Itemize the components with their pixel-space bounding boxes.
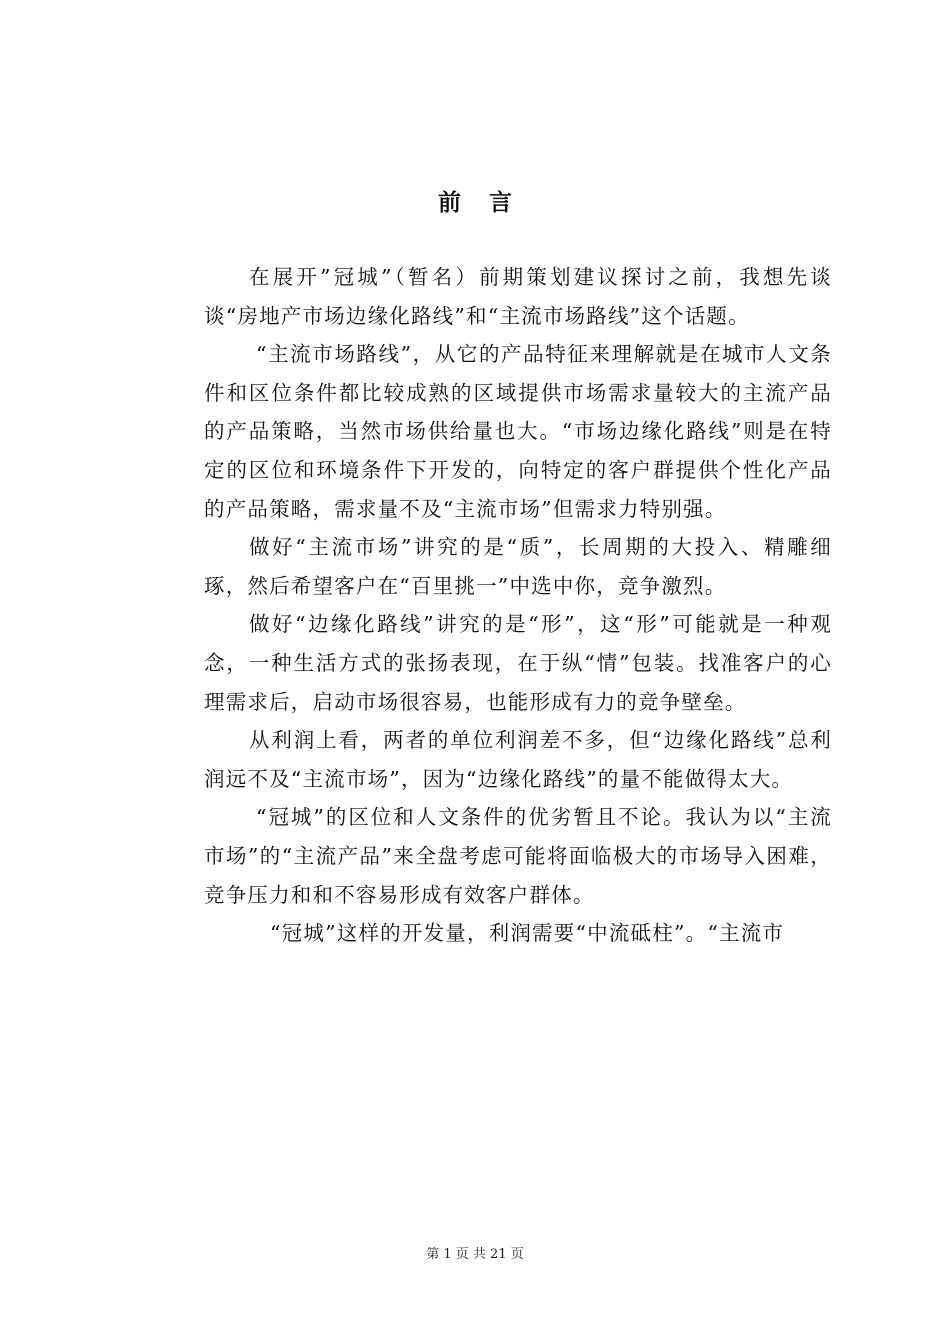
paragraph-7: “冠城”这样的开发量，利润需要“中流砥柱”。“主流市	[270, 921, 785, 946]
paragraph-6: “冠城”的区位和人文条件的优劣暂且不论。我认为以“主流市场”的“主流产品”来全盘考虑可能将面临极大的市场导入困难，竞争压力和和不容易形成有效客户群体。	[204, 805, 832, 907]
paragraph-1: 在展开”冠城”（暂名）前期策划建议探讨之前，我想先谈谈“房地产市场边缘化路线”和“主流市场路线”这个话题。	[204, 265, 832, 328]
paragraph-5: 从利润上看，两者的单位利润差不多，但“边缘化路线”总利润远不及“主流市场”，因为“边缘化路线”的量不能做得太大。	[204, 728, 832, 791]
paragraph-3: 做好“主流市场”讲究的是“质”，长周期的大投入、精雕细琢，然后希望客户在“百里挑一”中选中你，竞争激烈。	[204, 535, 832, 598]
page-title: 前言	[438, 189, 540, 216]
paragraph-4: 做好“边缘化路线”讲究的是“形”，这“形”可能就是一种观念，一种生活方式的张扬表现，在于纵“情”包装。找准客户的心理需求后，启动市场很容易，也能形成有力的竞争壁垒。	[204, 612, 832, 714]
page-footer: 第 1 页 共 21 页	[426, 1247, 524, 1262]
body-text	[204, 258, 832, 953]
paragraph-2: “主流市场路线”，从它的产品特征来理解就是在城市人文条件和区位条件都比较成熟的区域提供市场需求量较大的主流产品的产品策略，当然市场供给量也大。“市场边缘化路线”则是在特定的区位和环境条件下开发的，向特定的客户群提供个性化产品的产品策略，需求量不及“主流市场”但需求力特别强。	[204, 342, 832, 521]
